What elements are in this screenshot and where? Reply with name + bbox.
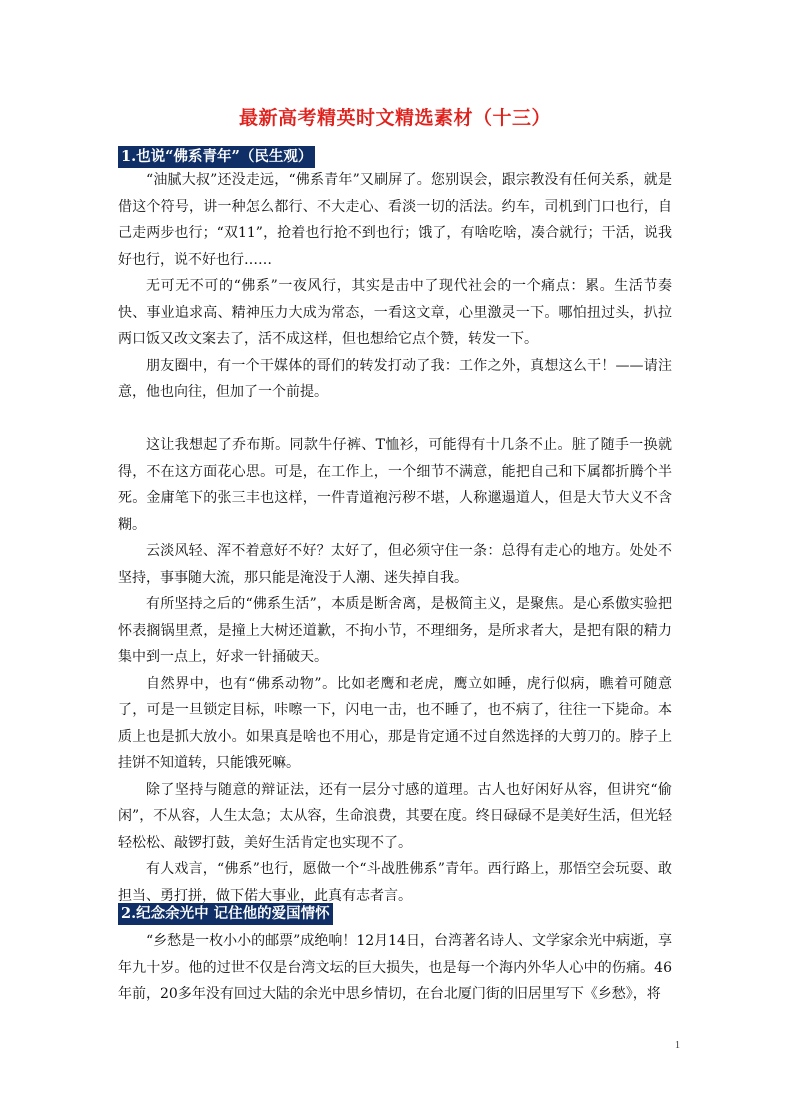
paragraph: 除了坚持与随意的辩证法，还有一层分寸感的道理。古人也好闲好从容，但讲究“偷闲”，不从容，人生太急；太从容，生命浪费，其要在度。终日碌碌不是美好生活，但光轻轻松松、敲锣打鼓，美好生活肯定也实现不了。	[118, 781, 672, 851]
document-title: 最新高考精英时文精选素材（十三）	[238, 107, 551, 129]
section-body-1	[118, 167, 672, 909]
paragraph: 自然界中，也有“佛系动物”。比如老鹰和老虎，鹰立如睡，虎行似病，瞧着可随意了，可是一旦锁定目标，咔嚓一下，闪电一击，也不睡了，也不病了，往往一下毙命。本质上也是抓大放小。如果真是啥也不用心，那是肯定通不过自然选择的大剪刀的。脖子上挂饼不知道转，只能饿死嘛。	[118, 675, 672, 771]
section-body-2	[118, 928, 672, 1008]
paragraph: 无可无不可的“佛系”一夜风行，其实是击中了现代社会的一个痛点：累。生活节奏快、事业追求高、精神压力大成为常态，一看这文章，心里激灵一下。哪怕扭过头，扒拉两口饭又改文案去了，活不成这样，但也想给它点个赞，转发一下。	[118, 278, 672, 347]
paragraph: 云淡风轻、浑不着意好不好？太好了，但必须守住一条：总得有走心的地方。处处不坚持，事事随大流，那只能是淹没于人潮、迷失掉自我。	[118, 543, 672, 586]
paragraph: 朋友圈中，有一个干媒体的哥们的转发打动了我：工作之外，真想这么干！——请注意，他也向往，但加了一个前提。	[118, 357, 672, 400]
paragraph: 这让我想起了乔布斯。同款牛仔裤、T恤衫，可能得有十几条不止。脏了随手一换就得，不在这方面花心思。可是，在工作上，一个细节不满意，能把自己和下属都折腾个半死。金庸笔下的张三丰也这样，一件青道袍污秽不堪，人称邋遢道人，但是大节大义不含糊。	[118, 437, 672, 533]
paragraph: 有所坚持之后的“佛系生活”，本质是断舍离，是极简主义，是聚焦。是心系傲实验把怀表搁锅里煮，是撞上大树还道歉，不拘小节，不理细务，是所求者大，是把有限的精力集中到一点上，好求一针捅破天。	[118, 596, 672, 665]
paragraph: “乡愁是一枚小小的邮票”成绝响！12月14日，台湾著名诗人、文学家余光中病逝，享年九十岁。他的过世不仅是台湾文坛的巨大损失，也是每一个海内外华人心中的伤痛。46年前，20多年没有回过大陆的余光中思乡情切，在台北厦门街的旧居里写下《乡愁》，将	[118, 933, 672, 1002]
section-heading-1: 1.也说“佛系青年”（民生观）	[118, 146, 315, 168]
paragraph: “油腻大叔”还没走远，“佛系青年”又刷屏了。您别误会，跟宗教没有任何关系，就是借这个符号，讲一种怎么都行、不大走心、看淡一切的活法。约车，司机到门口也行，自己走两步也行；“双11”，抢着也行抢不到也行；饿了，有啥吃啥，凑合就行；干活，说我好也行，说不好也行……	[118, 172, 672, 268]
paragraph: 有人戏言，“佛系”也行，愿做一个“斗战胜佛系”青年。西行路上，那悟空会玩耍、敢担当、勇打拼，做下偌大事业，此真有志者言。	[118, 861, 672, 904]
section-heading-2: 2.纪念余光中 记住他的爱国情怀	[118, 903, 333, 925]
page-number: 1	[675, 1040, 680, 1051]
